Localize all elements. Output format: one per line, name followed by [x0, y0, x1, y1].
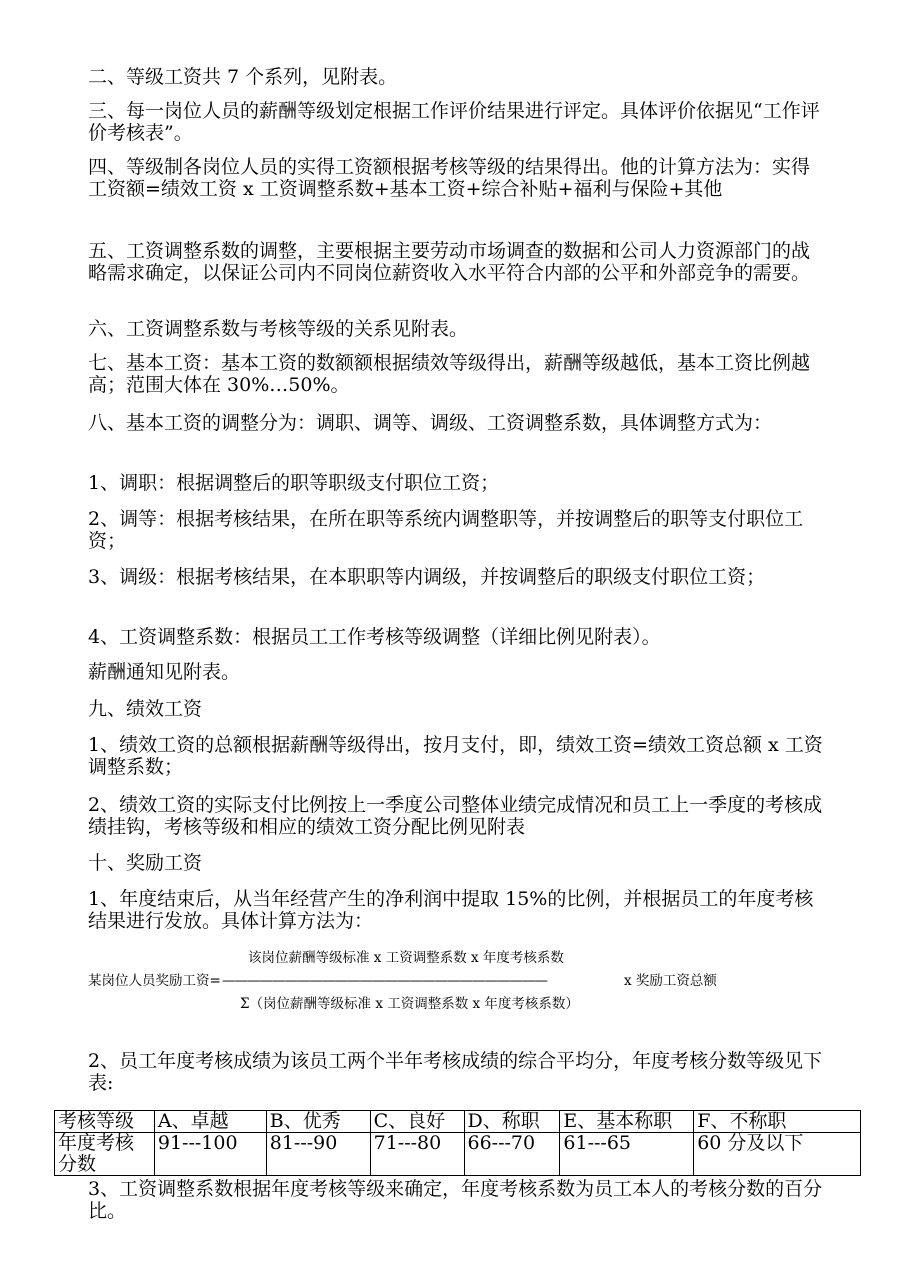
table-row	[55, 1111, 861, 1133]
table-cell: D、称职	[464, 1111, 560, 1133]
table-cell: B、优秀	[266, 1111, 370, 1133]
table-cell: F、不称职	[694, 1111, 861, 1133]
paragraph-7: 七、基本工资：基本工资的数额额根据绩效等级得出，薪酬等级越低，基本工资比例越高；范围大体在 30%…50%。	[88, 352, 811, 396]
paragraph-9-2: 2、绩效工资的实际支付比例按上一季度公司整体业绩完成情况和员工上一季度的考核成绩挂钩，考核等级和相应的绩效工资分配比例见附表	[88, 794, 823, 838]
formula-left: 某岗位人员奖励工资=	[88, 973, 221, 989]
formula-right: x 奖励工资总额	[624, 973, 717, 989]
paragraph-8-4: 4、工资调整系数：根据员工工作考核等级调整（详细比例见附表）。	[88, 626, 661, 648]
table-cell: E、基本称职	[560, 1111, 694, 1133]
paragraph-4: 四、等级制各岗位人员的实得工资额根据考核等级的结果得出。他的计算方法为：实得工资额=绩效工资 x 工资调整系数+基本工资+综合补贴+福利与保险+其他	[88, 156, 811, 200]
table-cell: C、良好	[370, 1111, 464, 1133]
paragraph-8: 八、基本工资的调整分为：调职、调等、调级、工资调整系数，具体调整方式为：	[88, 412, 773, 434]
paragraph-10-2: 2、员工年度考核成绩为该员工两个半年考核成绩的综合平均分，年度考核分数等级见下表:	[88, 1050, 823, 1094]
heading-9: 九、绩效工资	[88, 698, 203, 720]
paragraph-9-1: 1、绩效工资的总额根据薪酬等级得出，按月支付，即，绩效工资=绩效工资总额 x 工资调整系数；	[88, 734, 823, 778]
table-cell: 91---100	[154, 1133, 266, 1176]
table-cell: 81---90	[266, 1133, 370, 1176]
paragraph-8-1: 1、调职：根据调整后的职等职级支付职位工资；	[88, 472, 500, 494]
paragraph-8-3: 3、调级：根据考核结果，在本职职等内调级，并按调整后的职级支付职位工资；	[88, 566, 766, 588]
table-cell: 年度考核分数	[55, 1133, 155, 1176]
paragraph-5: 五、工资调整系数的调整，主要根据主要劳动市场调查的数据和公司人力资源部门的战略需求确定，以保证公司内不同岗位薪资收入水平符合内部的公平和外部竞争的需要。	[88, 240, 811, 284]
paragraph-10-3: 3、工资调整系数根据年度考核等级来确定，年度考核系数为员工本人的考核分数的百分比。	[88, 1178, 823, 1222]
table-cell: 60 分及以下	[694, 1133, 861, 1176]
table-cell: 66---70	[464, 1133, 560, 1176]
paragraph-2: 二、等级工资共 7 个系列，见附表。	[88, 66, 398, 88]
paragraph-8-2: 2、调等：根据考核结果，在所在职等系统内调整职等，并按调整后的职等支付职位工资；	[88, 508, 804, 552]
heading-10: 十、奖励工资	[88, 852, 203, 874]
formula-fraction-bar: ——————————————————————————	[222, 973, 547, 989]
table-cell: 61---65	[560, 1133, 694, 1176]
formula-numerator: 该岗位薪酬等级标准 x 工资调整系数 x 年度考核系数	[248, 950, 564, 966]
table-cell: 71---80	[370, 1133, 464, 1176]
table-row	[55, 1133, 861, 1176]
table-cell: 考核等级	[55, 1111, 155, 1133]
formula-denominator: Σ（岗位薪酬等级标准 x 工资调整系数 x 年度考核系数）	[240, 996, 579, 1012]
table-cell: A、卓越	[154, 1111, 266, 1133]
paragraph-salary-notice: 薪酬通知见附表。	[88, 661, 241, 683]
grade-table	[54, 1110, 861, 1176]
paragraph-3: 三、每一岗位人员的薪酬等级划定根据工作评价结果进行评定。具体评价依据见“工作评价考核表”。	[88, 100, 820, 144]
paragraph-10-1: 1、年度结束后，从当年经营产生的净利润中提取 15%的比例，并根据员工的年度考核结果进行发放。具体计算方法为：	[88, 888, 814, 932]
paragraph-6: 六、工资调整系数与考核等级的关系见附表。	[88, 318, 469, 340]
